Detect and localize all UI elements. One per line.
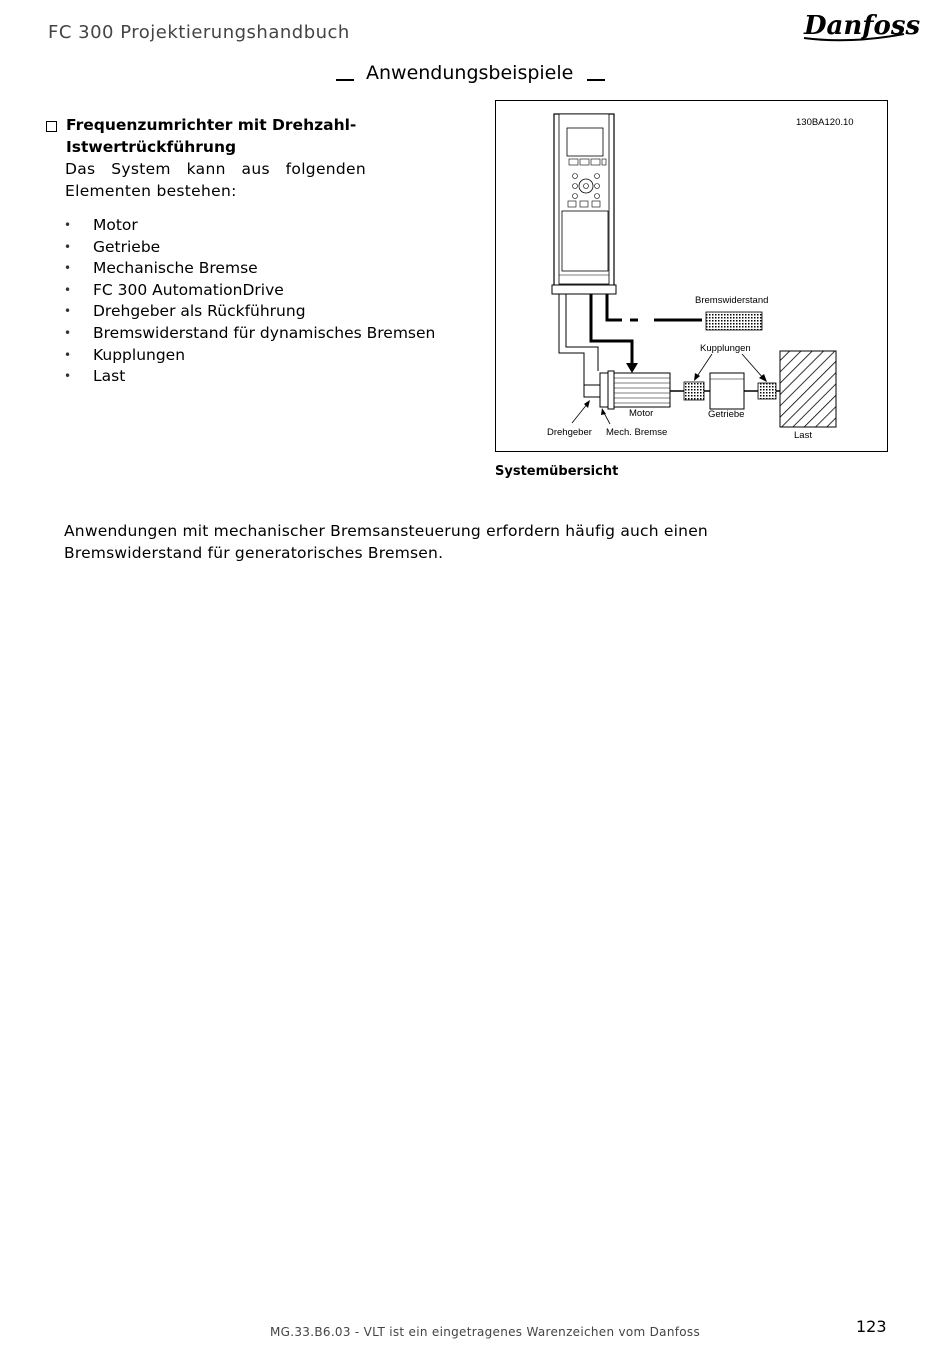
- label-getriebe: Getriebe: [708, 409, 745, 420]
- label-last: Last: [794, 430, 812, 441]
- coupling-2: [758, 383, 776, 399]
- encoder-shape: [584, 385, 600, 397]
- motor-shape: [614, 373, 670, 407]
- list-item: • Bremswiderstand für dynamisches Bremsen: [64, 323, 435, 345]
- bullet-icon: •: [64, 304, 72, 319]
- label-kupplungen: Kupplungen: [700, 343, 751, 354]
- section-title: Anwendungsbeispiele: [366, 62, 574, 84]
- figure-id-label: 130BA120.10: [796, 117, 854, 128]
- bullet-icon: •: [64, 369, 72, 384]
- system-diagram: [495, 100, 888, 452]
- bullet-icon: •: [64, 282, 72, 297]
- bullet-icon: •: [64, 218, 72, 232]
- body-paragraph: Anwendungen mit mechanischer Bremsansteuerung erfordern häufig auch einen Bremswiderstand für generatorisches Bremsen.: [64, 522, 708, 562]
- gearbox-shape: [710, 373, 744, 409]
- label-motor: Motor: [629, 408, 654, 419]
- component-list: [64, 215, 435, 388]
- coupling-1: [684, 382, 704, 400]
- list-item: • Mechanische Bremse: [64, 258, 435, 280]
- bullet-icon: •: [64, 347, 72, 362]
- heading-dash-left: [336, 79, 354, 81]
- system-diagram-svg: [496, 101, 889, 453]
- heading-dash-right: [587, 79, 605, 81]
- list-item: • Drehgeber als Rückführung: [64, 301, 435, 323]
- label-mech-bremse: Mech. Bremse: [606, 427, 668, 438]
- sub-heading-text: Frequenzumrichter mit Drehzahl-Istwertrückführung: [66, 116, 357, 156]
- list-item: • FC 300 AutomationDrive: [64, 280, 435, 302]
- sub-heading: [46, 114, 366, 158]
- section-heading: [336, 62, 605, 84]
- bullet-icon: •: [64, 261, 72, 276]
- figure-caption: Systemübersicht: [495, 464, 619, 479]
- label-drehgeber: Drehgeber: [547, 427, 592, 438]
- brake-resistor: [706, 312, 762, 330]
- load-shape: [780, 351, 836, 427]
- intro-block: [46, 114, 366, 202]
- footer-text: MG.33.B6.03 - VLT ist ein eingetragenes Warenzeichen vom Danfoss: [270, 1325, 701, 1339]
- mech-brake-shape: [600, 373, 608, 407]
- list-item: • Motor: [64, 215, 435, 237]
- drive-unit: [552, 114, 616, 294]
- logo-text: Danfoss: [804, 11, 921, 41]
- label-bremswiderstand: Bremswiderstand: [695, 295, 769, 306]
- header-title: FC 300 Projektierungshandbuch: [48, 22, 350, 43]
- checkbox-icon: [46, 121, 57, 132]
- bullet-icon: •: [64, 325, 72, 340]
- list-item: • Kupplungen: [64, 345, 435, 367]
- page-number: 123: [856, 1317, 887, 1336]
- list-item: • Getriebe: [64, 237, 435, 259]
- intro-text: Das System kann aus folgenden Elementen bestehen:: [65, 160, 366, 200]
- danfoss-logo: [800, 4, 921, 44]
- list-item: • Last: [64, 366, 435, 388]
- bullet-icon: •: [64, 239, 72, 254]
